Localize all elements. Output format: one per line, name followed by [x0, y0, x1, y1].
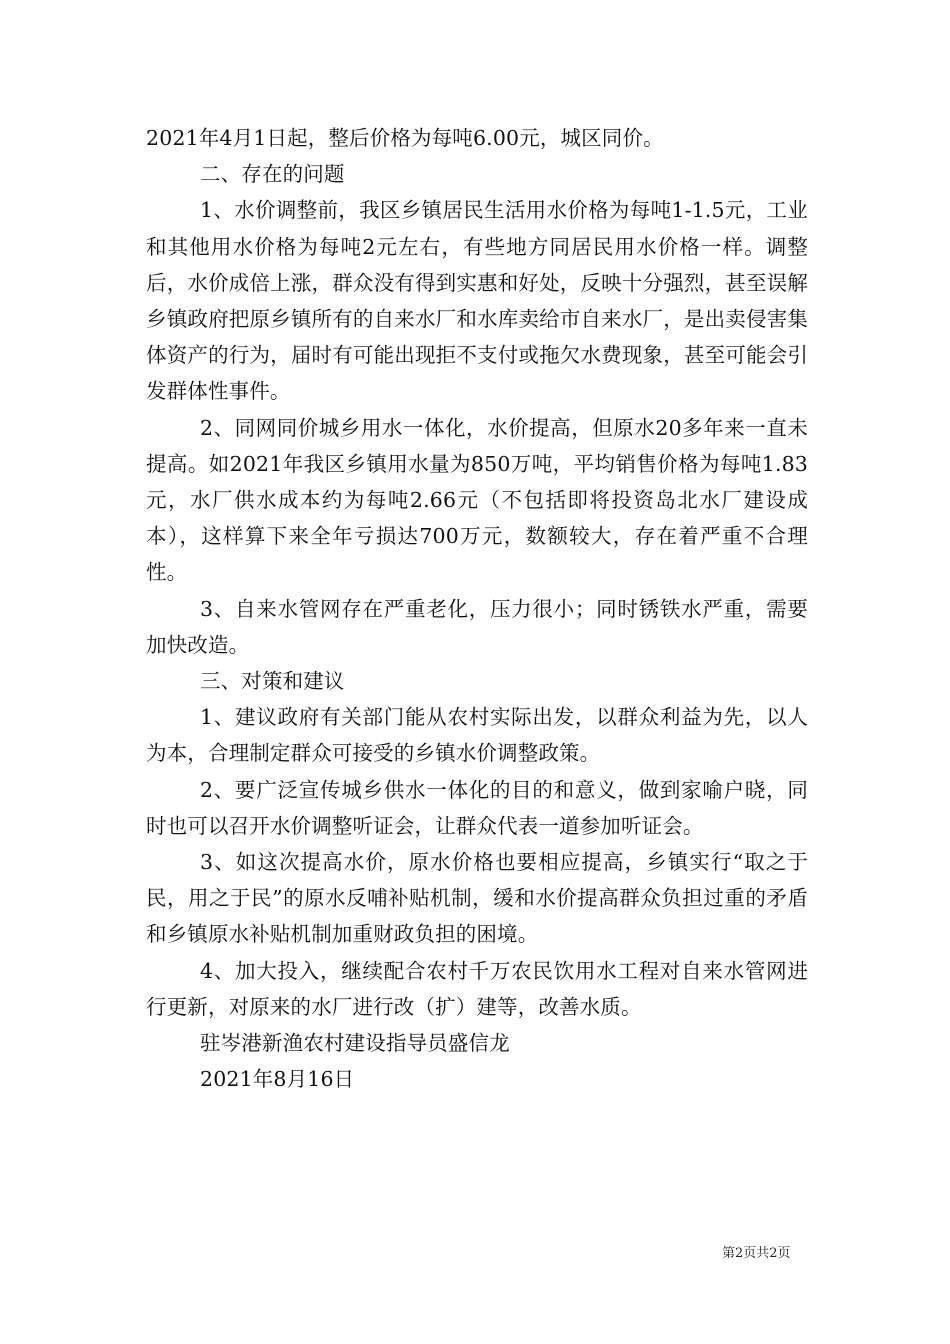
paragraph-suggestion-3: 3、如这次提高水价，原水价格也要相应提高，乡镇实行“取之于民，用之于民”的原水反哺补贴机制，缓和水价提高群众负担过重的矛盾和乡镇原水补贴机制加重财政负担的困境。 [146, 850, 808, 947]
paragraph-suggestion-2: 2、要广泛宣传城乡供水一体化的目的和意义，做到家喻户晓，同时也可以召开水价调整听证会，让群众代表一道参加听证会。 [146, 777, 808, 838]
paragraph-suggestion-1: 1、建议政府有关部门能从农村实际出发，以群众利益为先，以人为本，合理制定群众可接受的乡镇水价调整政策。 [146, 705, 808, 766]
paragraph-continuation: 2021年4月1日起，整后价格为每吨6.00元，城区同价。 [146, 126, 664, 150]
paragraph-problem-1: 1、水价调整前，我区乡镇居民生活用水价格为每吨1-1.5元，工业和其他用水价格为每吨2元左右，有些地方同居民用水价格一样。调整后，水价成倍上涨，群众没有得到实惠和好处，反映十分强烈，甚至误解乡镇政府把原乡镇所有的自来水厂和水库卖给市自来水厂，是出卖侵害集体资产的行为，届时有可能出现拒不支付或拖欠水费现象，甚至可能会引发群体性事件。 [146, 198, 808, 404]
section-heading-problems: 二、存在的问题 [200, 162, 345, 187]
page-number: 第2页共2页 [722, 1246, 791, 1261]
paragraph-problem-3: 3、自来水管网存在严重老化，压力很小；同时锈铁水严重，需要加快改造。 [146, 596, 808, 657]
author-signature: 驻岑港新渔农村建设指导员盛信龙 [200, 1031, 510, 1056]
section-heading-suggestions: 三、对策和建议 [200, 669, 345, 694]
paragraph-suggestion-4: 4、加大投入，继续配合农村千万农民饮用水工程对自来水管网进行更新，对原来的水厂进行改（扩）建等，改善水质。 [146, 958, 808, 1019]
document-body [146, 120, 808, 1097]
paragraph-problem-2: 2、同网同价城乡用水一体化，水价提高，但原水20多年来一直未提高。如2021年我区乡镇用水量为850万吨，平均销售价格为每吨1.83元，水厂供水成本约为每吨2.66元（不包括即将投资岛北水厂建设成本），这样算下来全年亏损达700万元，数额较大，存在着严重不合理性。 [146, 415, 808, 585]
document-date: 2021年8月16日 [200, 1067, 355, 1092]
